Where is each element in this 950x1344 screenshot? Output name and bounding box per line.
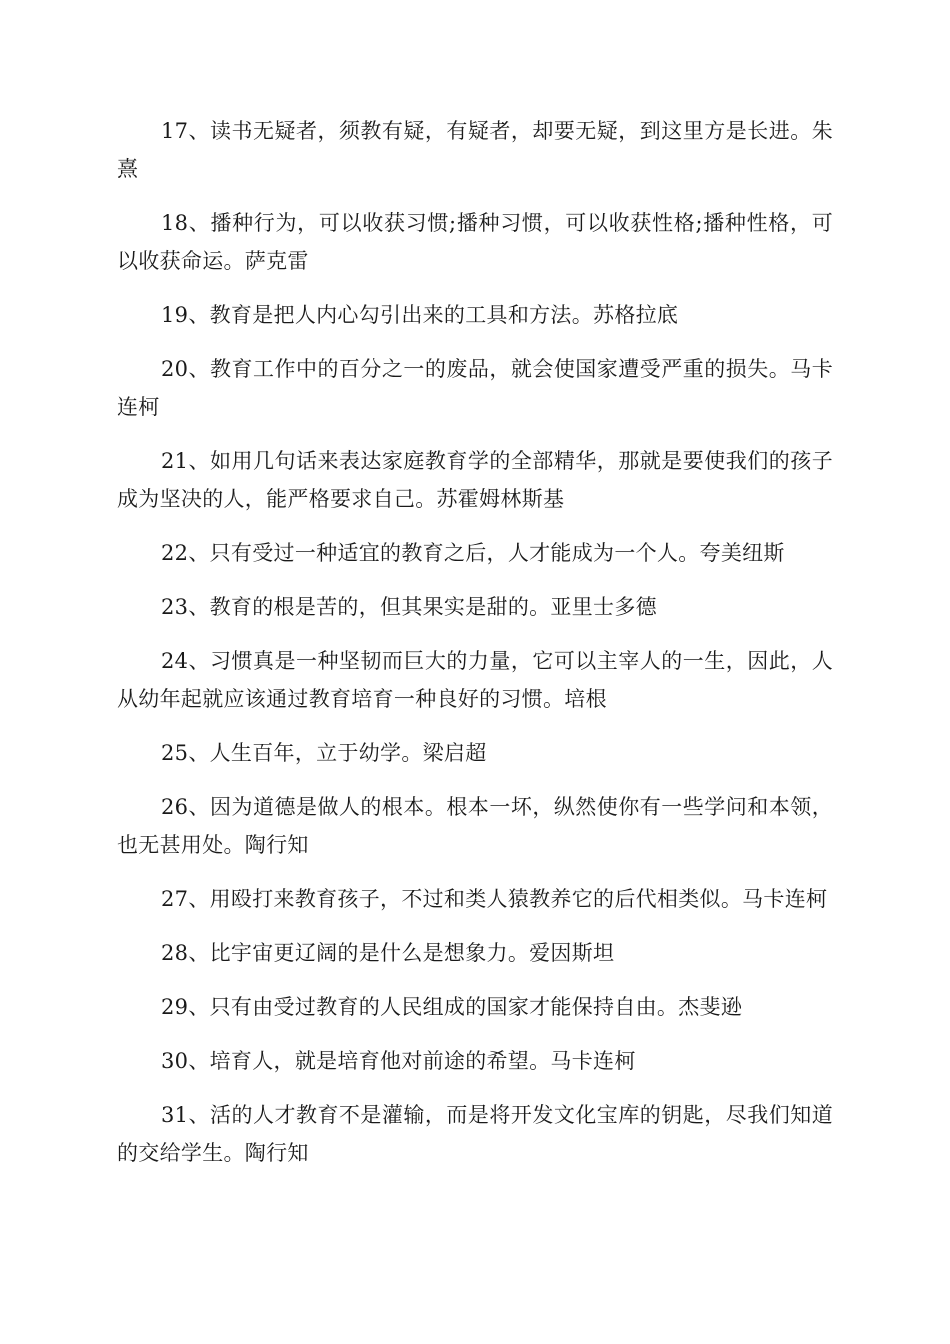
quote-paragraph: 24、习惯真是一种坚韧而巨大的力量，它可以主宰人的一生，因此，人从幼年起就应该通过教育培育一种良好的习惯。培根 [117, 649, 833, 711]
quote-paragraph: 17、读书无疑者，须教有疑，有疑者，却要无疑，到这里方是长进。朱熹 [117, 119, 833, 181]
quote-paragraph: 22、只有受过一种适宜的教育之后，人才能成为一个人。夸美纽斯 [161, 541, 785, 565]
quote-paragraph: 21、如用几句话来表达家庭教育学的全部精华，那就是要使我们的孩子成为坚决的人，能严格要求自己。苏霍姆林斯基 [117, 449, 833, 511]
quote-paragraph: 23、教育的根是苦的，但其果实是甜的。亚里士多德 [161, 595, 657, 619]
quote-paragraph: 26、因为道德是做人的根本。根本一坏，纵然使你有一些学问和本领，也无甚用处。陶行知 [117, 795, 833, 857]
quote-paragraph: 20、教育工作中的百分之一的废品，就会使国家遭受严重的损失。马卡连柯 [117, 357, 833, 419]
quote-paragraph: 30、培育人，就是培育他对前途的希望。马卡连柯 [161, 1049, 636, 1073]
quote-paragraph: 25、人生百年，立于幼学。梁启超 [161, 741, 487, 765]
quote-paragraph: 29、只有由受过教育的人民组成的国家才能保持自由。杰斐逊 [161, 995, 743, 1019]
quote-paragraph: 31、活的人才教育不是灌输，而是将开发文化宝库的钥匙，尽我们知道的交给学生。陶行知 [117, 1103, 833, 1165]
quote-paragraph: 28、比宇宙更辽阔的是什么是想象力。爱因斯坦 [161, 941, 615, 965]
quote-paragraph: 18、播种行为，可以收获习惯;播种习惯，可以收获性格;播种性格，可以收获命运。萨克雷 [117, 211, 833, 273]
quote-list [117, 112, 833, 1188]
quote-paragraph: 19、教育是把人内心勾引出来的工具和方法。苏格拉底 [161, 303, 679, 327]
quote-paragraph: 27、用殴打来教育孩子，不过和类人猿教养它的后代相类似。马卡连柯 [161, 887, 828, 911]
